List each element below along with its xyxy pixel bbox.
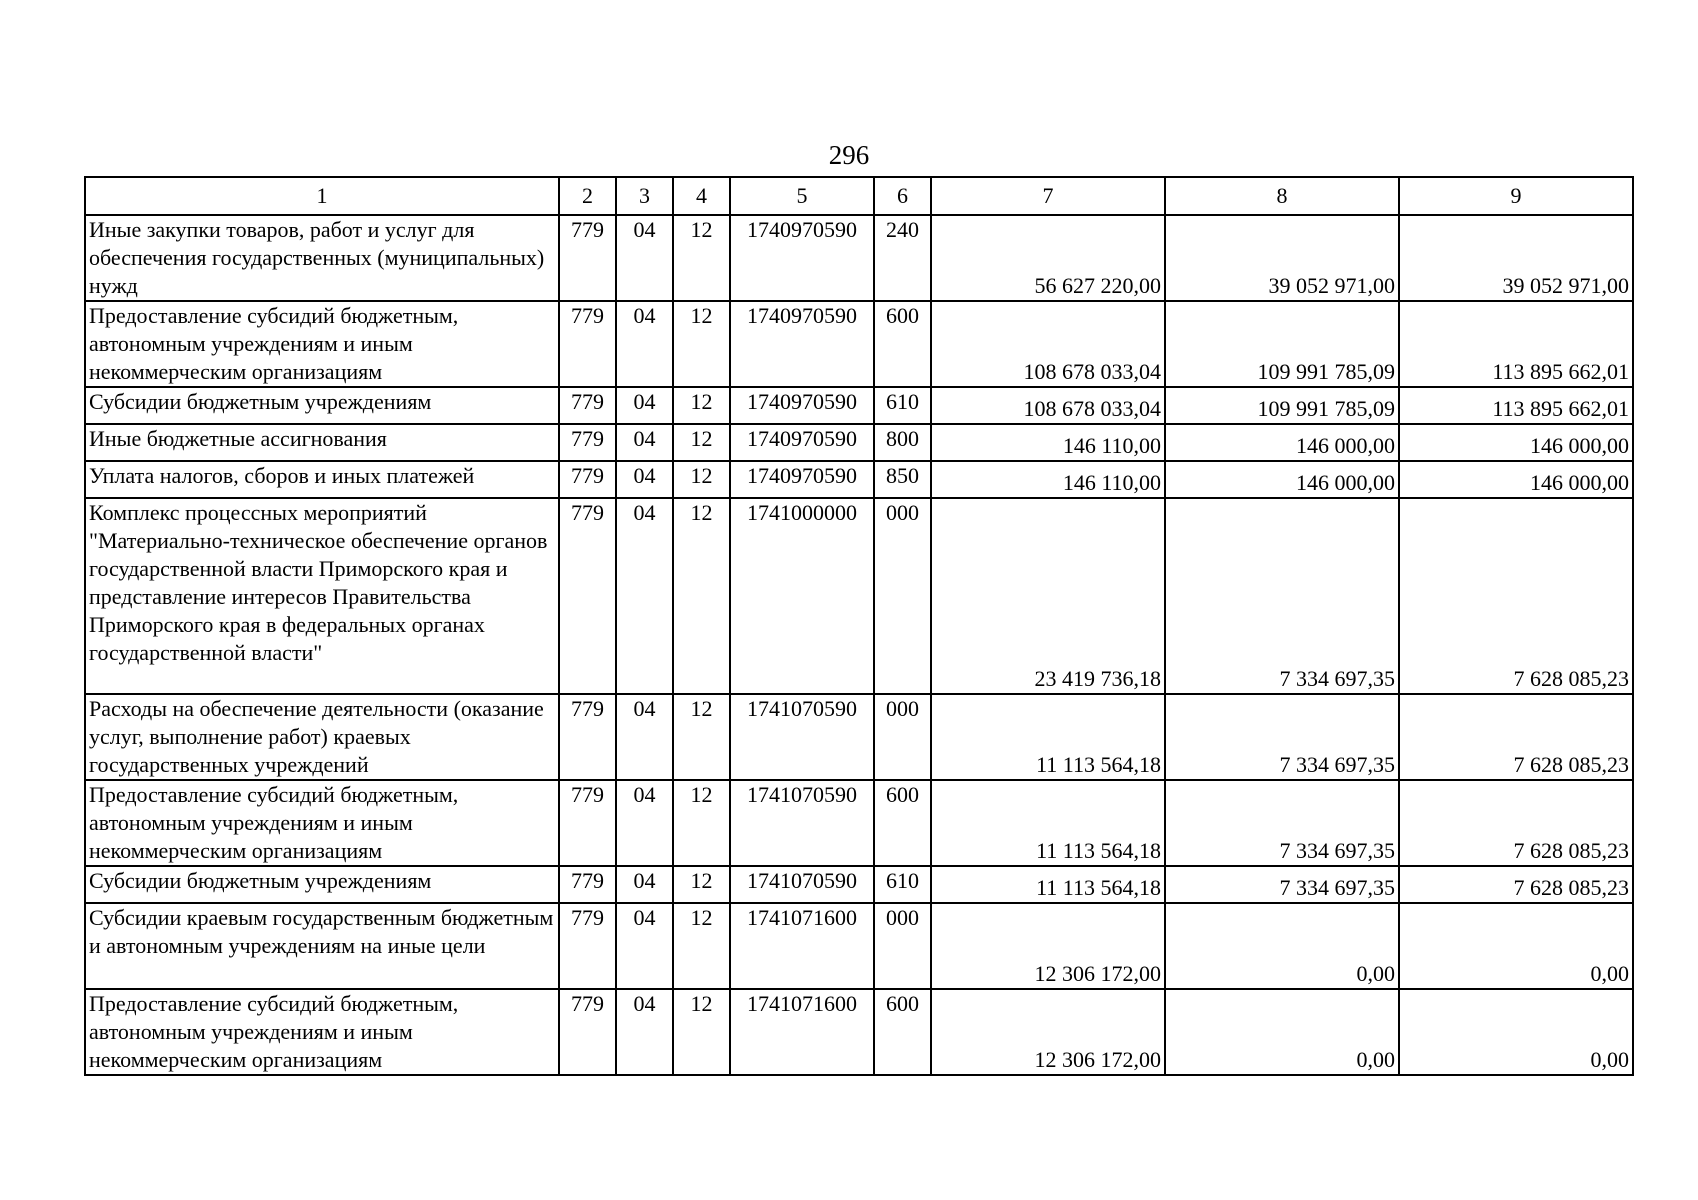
subsection-code: 12 — [673, 387, 730, 424]
budget-table — [84, 176, 1634, 1076]
table-row — [85, 424, 1633, 461]
amount-col-8: 7 334 697,35 — [1165, 694, 1399, 780]
subsection-code: 12 — [673, 694, 730, 780]
amount-col-7: 146 110,00 — [931, 424, 1165, 461]
ministry-code: 779 — [559, 903, 616, 989]
ministry-code: 779 — [559, 424, 616, 461]
row-name: Иные бюджетные ассигнования — [85, 424, 559, 461]
ministry-code: 779 — [559, 498, 616, 694]
column-header: 1 — [85, 177, 559, 215]
table-row — [85, 780, 1633, 866]
table-row — [85, 387, 1633, 424]
amount-col-9: 39 052 971,00 — [1399, 215, 1633, 301]
row-name: Предоставление субсидий бюджетным, автономным учреждениям и иным некоммерческим организациям — [85, 301, 559, 387]
target-article-code: 1740970590 — [730, 387, 874, 424]
column-header: 6 — [874, 177, 931, 215]
expense-type-code: 240 — [874, 215, 931, 301]
table-row — [85, 989, 1633, 1075]
section-code: 04 — [616, 498, 673, 694]
amount-col-8: 146 000,00 — [1165, 424, 1399, 461]
row-name: Субсидии краевым государственным бюджетным и автономным учреждениям на иные цели — [85, 903, 559, 989]
amount-col-7: 23 419 736,18 — [931, 498, 1165, 694]
ministry-code: 779 — [559, 301, 616, 387]
amount-col-7: 11 113 564,18 — [931, 866, 1165, 903]
target-article-code: 1741071600 — [730, 989, 874, 1075]
row-name: Иные закупки товаров, работ и услуг для обеспечения государственных (муниципальных) нужд — [85, 215, 559, 301]
table-header-row — [85, 177, 1633, 215]
amount-col-8: 109 991 785,09 — [1165, 301, 1399, 387]
expense-type-code: 000 — [874, 694, 931, 780]
section-code: 04 — [616, 461, 673, 498]
amount-col-8: 7 334 697,35 — [1165, 780, 1399, 866]
target-article-code: 1740970590 — [730, 424, 874, 461]
target-article-code: 1740970590 — [730, 301, 874, 387]
target-article-code: 1740970590 — [730, 215, 874, 301]
section-code: 04 — [616, 903, 673, 989]
column-header: 7 — [931, 177, 1165, 215]
expense-type-code: 610 — [874, 866, 931, 903]
table-row — [85, 301, 1633, 387]
column-header: 2 — [559, 177, 616, 215]
table-row — [85, 215, 1633, 301]
amount-col-7: 108 678 033,04 — [931, 301, 1165, 387]
amount-col-8: 7 334 697,35 — [1165, 866, 1399, 903]
column-header: 5 — [730, 177, 874, 215]
row-name: Субсидии бюджетным учреждениям — [85, 387, 559, 424]
row-name: Предоставление субсидий бюджетным, автономным учреждениям и иным некоммерческим организациям — [85, 780, 559, 866]
target-article-code: 1741000000 — [730, 498, 874, 694]
amount-col-7: 56 627 220,00 — [931, 215, 1165, 301]
amount-col-7: 108 678 033,04 — [931, 387, 1165, 424]
row-name: Предоставление субсидий бюджетным, автономным учреждениям и иным некоммерческим организациям — [85, 989, 559, 1075]
subsection-code: 12 — [673, 301, 730, 387]
amount-col-8: 0,00 — [1165, 989, 1399, 1075]
amount-col-9: 7 628 085,23 — [1399, 780, 1633, 866]
table-row — [85, 694, 1633, 780]
subsection-code: 12 — [673, 989, 730, 1075]
page-number: 296 — [828, 140, 870, 170]
expense-type-code: 800 — [874, 424, 931, 461]
amount-col-7: 11 113 564,18 — [931, 694, 1165, 780]
ministry-code: 779 — [559, 866, 616, 903]
section-code: 04 — [616, 215, 673, 301]
expense-type-code: 600 — [874, 301, 931, 387]
ministry-code: 779 — [559, 461, 616, 498]
table-row — [85, 498, 1633, 694]
amount-col-9: 113 895 662,01 — [1399, 387, 1633, 424]
section-code: 04 — [616, 387, 673, 424]
amount-col-7: 12 306 172,00 — [931, 989, 1165, 1075]
subsection-code: 12 — [673, 780, 730, 866]
expense-type-code: 850 — [874, 461, 931, 498]
amount-col-9: 113 895 662,01 — [1399, 301, 1633, 387]
target-article-code: 1741070590 — [730, 780, 874, 866]
ministry-code: 779 — [559, 989, 616, 1075]
expense-type-code: 610 — [874, 387, 931, 424]
subsection-code: 12 — [673, 461, 730, 498]
ministry-code: 779 — [559, 694, 616, 780]
row-name: Расходы на обеспечение деятельности (оказание услуг, выполнение работ) краевых государственных учреждений — [85, 694, 559, 780]
ministry-code: 779 — [559, 215, 616, 301]
ministry-code: 779 — [559, 780, 616, 866]
subsection-code: 12 — [673, 498, 730, 694]
amount-col-8: 109 991 785,09 — [1165, 387, 1399, 424]
amount-col-7: 146 110,00 — [931, 461, 1165, 498]
amount-col-7: 12 306 172,00 — [931, 903, 1165, 989]
amount-col-8: 146 000,00 — [1165, 461, 1399, 498]
amount-col-8: 0,00 — [1165, 903, 1399, 989]
expense-type-code: 000 — [874, 903, 931, 989]
column-header: 3 — [616, 177, 673, 215]
target-article-code: 1740970590 — [730, 461, 874, 498]
table-row — [85, 866, 1633, 903]
amount-col-9: 7 628 085,23 — [1399, 498, 1633, 694]
amount-col-9: 7 628 085,23 — [1399, 694, 1633, 780]
section-code: 04 — [616, 301, 673, 387]
target-article-code: 1741071600 — [730, 903, 874, 989]
subsection-code: 12 — [673, 866, 730, 903]
row-name: Субсидии бюджетным учреждениям — [85, 866, 559, 903]
amount-col-9: 7 628 085,23 — [1399, 866, 1633, 903]
amount-col-9: 0,00 — [1399, 903, 1633, 989]
amount-col-8: 7 334 697,35 — [1165, 498, 1399, 694]
subsection-code: 12 — [673, 424, 730, 461]
expense-type-code: 600 — [874, 989, 931, 1075]
subsection-code: 12 — [673, 215, 730, 301]
table-row — [85, 461, 1633, 498]
column-header: 4 — [673, 177, 730, 215]
row-name: Комплекс процессных мероприятий "Материально-техническое обеспечение органов государственной власти Приморского края и представление интересов Правительства Приморского края в федеральных органах государственной власти" — [85, 498, 559, 694]
table-row — [85, 903, 1633, 989]
amount-col-9: 146 000,00 — [1399, 461, 1633, 498]
section-code: 04 — [616, 989, 673, 1075]
section-code: 04 — [616, 424, 673, 461]
amount-col-9: 0,00 — [1399, 989, 1633, 1075]
target-article-code: 1741070590 — [730, 694, 874, 780]
section-code: 04 — [616, 780, 673, 866]
target-article-code: 1741070590 — [730, 866, 874, 903]
column-header: 8 — [1165, 177, 1399, 215]
expense-type-code: 600 — [874, 780, 931, 866]
row-name: Уплата налогов, сборов и иных платежей — [85, 461, 559, 498]
amount-col-8: 39 052 971,00 — [1165, 215, 1399, 301]
ministry-code: 779 — [559, 387, 616, 424]
section-code: 04 — [616, 866, 673, 903]
subsection-code: 12 — [673, 903, 730, 989]
amount-col-9: 146 000,00 — [1399, 424, 1633, 461]
amount-col-7: 11 113 564,18 — [931, 780, 1165, 866]
column-header: 9 — [1399, 177, 1633, 215]
section-code: 04 — [616, 694, 673, 780]
expense-type-code: 000 — [874, 498, 931, 694]
